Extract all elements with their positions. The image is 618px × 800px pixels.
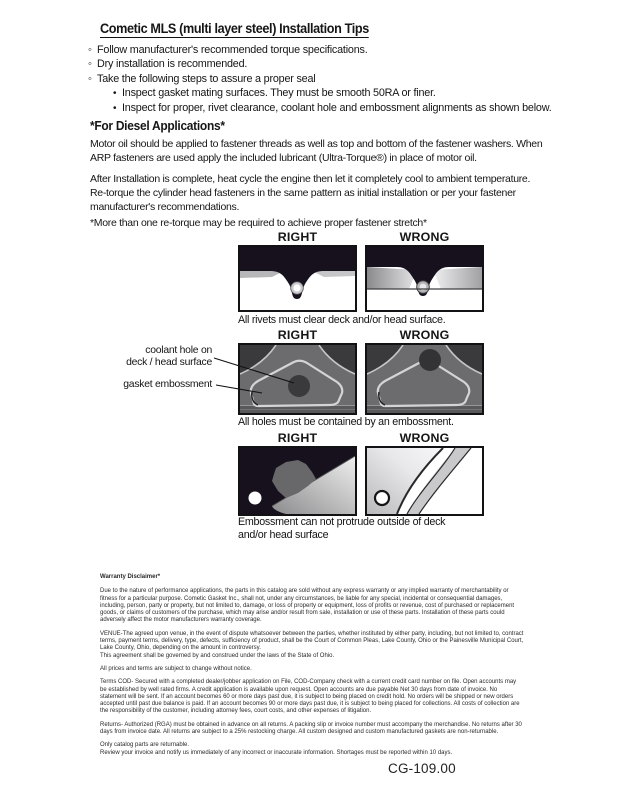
fig2-wrong-label: WRONG	[399, 328, 450, 342]
filled-bullet-marker	[113, 101, 122, 116]
doc-code: CG-109.00	[388, 761, 456, 776]
diesel-heading: *For Diesel Applications*	[90, 119, 225, 133]
bullet-text: Inspect for proper, rivet clearance, coolant hole and embossment alignments as shown below.	[122, 102, 552, 115]
open-bullet-marker	[88, 43, 97, 57]
diagram-protrusion-wrong	[365, 446, 484, 516]
warranty-fine-print	[100, 574, 524, 757]
fig3-wrong-label: WRONG	[399, 431, 450, 445]
disclaimer-terms-paragraph: Terms COD- Secured with a completed dealer/jobber application on File, COD-Company check with a current credit card number on file. Open accounts may be established by well rated firms. A credit application is available upon request. Open accounts are due payable Net 30 days from date of invoice. No statement will be sent. If an account becomes 60 or more days past due, it is subject to being placed on credit hold. No orders will be shipped or new orders accepted until past due balance is paid. If an account becomes 90 or more days past due, it is subject to being placed for collections. All costs of collection are the responsibility of the customer, including attorney fees, court costs, and other expenses of litigation.	[100, 679, 520, 715]
disclaimer-review-line: Review your invoice and notify us immediately of any incorrect or inaccurate information. Shortages must be reported within 10 days.	[100, 749, 453, 756]
diagram-rivet-right	[238, 245, 357, 312]
disclaimer-warranty-paragraph: Due to the nature of performance applications, the parts in this catalog are sold without any express warranty or any implied warranty of merchantability or fitness for a particular purpose. Cometic Gasket Inc., shall not, under any circumstances, be liable for any special, incidental or consequential damages, including, person, party or property, but not limited to, damage, or loss of property or equipment, loss of profits or revenue, cost of purchased or replacement goods, or claims of customers of the purchase, which may arise and/or result from sale, installation or use of these parts. Installation of these parts could adversely affect the motor manufacturers warranty coverage.	[100, 588, 515, 624]
sub-bullet-item	[88, 86, 593, 101]
fig3-right-label: RIGHT	[277, 431, 318, 445]
filled-bullet-marker	[113, 86, 122, 101]
fig1-caption: All rivets must clear deck and/or head surface.	[238, 314, 446, 326]
fig2-right-label: RIGHT	[277, 328, 318, 342]
bullet-text: Follow manufacturer's recommended torque specifications.	[97, 44, 368, 56]
page-title: Cometic MLS (multi layer steel) Installation Tips	[100, 21, 369, 36]
annotation-coolant-label: coolant hole on deck / head surface	[126, 345, 212, 369]
sub-bullet-item	[88, 101, 593, 116]
bullet-item	[88, 72, 593, 86]
disclaimer-venue-paragraph: VENUE-The agreed upon venue, in the event of dispute whatsoever between the parties, whether instituted by either party, including, but not limited to, contract terms, payment terms, delivery, type, defects, sufficiency of product, shall be the Court of Common Pleas, Lake County, Ohio or the Painesville Municipal Court, Lake County, Ohio, depending on the amount in controversy.	[100, 630, 524, 652]
bullet-text: Dry installation is recommended.	[97, 58, 248, 71]
diagram-coolant-wrong	[365, 343, 484, 415]
diagram-rivet-wrong	[365, 245, 484, 312]
diagram-coolant-right	[238, 343, 357, 415]
bullet-item	[88, 43, 593, 57]
diagram-protrusion-right	[238, 446, 357, 516]
bullet-text: Take the following steps to assure a proper seal	[97, 72, 316, 85]
retorque-note: *More than one re-torque may be required to achieve proper fastener stretch*	[90, 217, 427, 229]
diesel-paragraph-1: Motor oil should be applied to fastener threads as well as top and bottom of the fastener washers. When ARP fasteners are used apply the included lubricant (Ultra-Torque®) in place of motor oil.	[90, 138, 543, 165]
disclaimer-returns-paragraph: Returns- Authorized (RGA) must be obtained in advance on all returns. A packing slip or invoice number must accompany the merchandise. No returns after 30 days from invoice date. All returns are subject to a 25% restocking charge. All custom designed and custom manufactured gaskets are non-returnable.	[100, 721, 522, 736]
tips-list	[88, 43, 593, 116]
fig1-right-label: RIGHT	[277, 230, 318, 244]
bullet-text: Inspect gasket mating surfaces. They must be smooth 50RA or finer.	[122, 86, 436, 99]
disclaimer-prices-line: All prices and terms are subject to change without notice.	[100, 665, 252, 672]
disclaimer-heading: Warranty Disclaimer*	[100, 574, 161, 580]
fig3-caption: Embossment can not protrude outside of deck and/or head surface	[238, 516, 446, 541]
disclaimer-agreement-line: This agreement shall be governed by and construed under the laws of the State of Ohio.	[100, 652, 335, 659]
fig1-wrong-label: WRONG	[399, 230, 450, 244]
annotation-embossment-label: gasket embossment	[123, 379, 212, 390]
open-bullet-marker	[88, 72, 97, 86]
disclaimer-catalog-line: Only catalog parts are returnable.	[100, 742, 190, 749]
open-bullet-marker	[88, 57, 97, 71]
fig2-caption: All holes must be contained by an embossment.	[238, 416, 454, 428]
bullet-item	[88, 57, 593, 71]
diesel-paragraph-2: After Installation is complete, heat cycle the engine then let it completely cool to ambient temperature. Re-torque the cylinder head fasteners in the same pattern as initial installation or per your fastener manufacturer's recommendations.	[90, 173, 531, 214]
